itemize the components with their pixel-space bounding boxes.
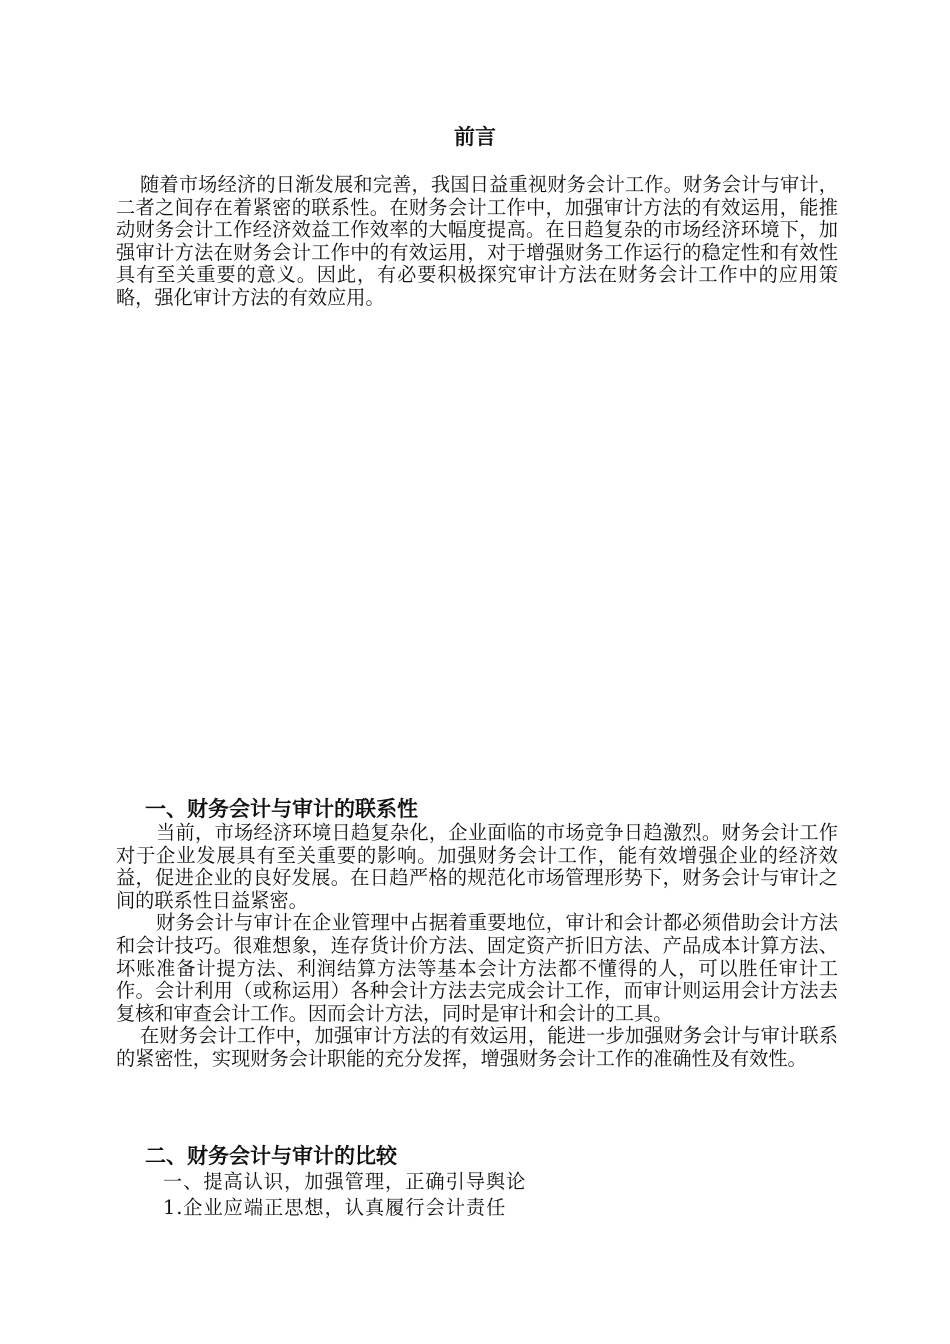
section-1-heading: 一、财务会计与审计的联系性 [145, 797, 418, 821]
preface-paragraph: 随着市场经济的日渐发展和完善，我国日益重视财务会计工作。财务会计与审计，二者之间存在着紧密的联系性。在财务会计工作中，加强审计方法的有效运用，能推动财务会计工作经济效益工作效率的大幅度提高。在日趋复杂的市场经济环境下，加强审计方法在财务会计工作中的有效运用，对于增强财务工作运行的稳定性和有效性具有至关重要的意义。因此，有必要积极探究审计方法在财务会计工作中的应用策略，强化审计方法的有效应用。 [116, 173, 838, 309]
section-1-paragraph: 在财务会计工作中，加强审计方法的有效运用，能进一步加强财务会计与审计联系的紧密性，实现财务会计职能的充分发挥，增强财务会计工作的准确性及有效性。 [116, 1024, 838, 1070]
section-1-paragraph: 财务会计与审计在企业管理中占据着重要地位，审计和会计都必须借助会计方法和会计技巧。很难想象，连存货计价方法、固定资产折旧方法、产品成本计算方法、坏账准备计提方法、利润结算方法等基本会计方法都不懂得的人，可以胜任审计工作。会计利用（或称运用）各种会计方法去完成会计工作，而审计则运用会计方法去复核和审查会计工作。因而会计方法，同时是审计和会计的工具。 [116, 911, 838, 1025]
section-1-paragraph: 当前，市场经济环境日趋复杂化，企业面临的市场竞争日趋激烈。财务会计工作对于企业发展具有至关重要的影响。加强财务会计工作，能有效增强企业的经济效益，促进企业的良好发展。在日趋严格的规范化市场管理形势下，财务会计与审计之间的联系性日益紧密。 [116, 821, 838, 912]
preface-block [116, 174, 838, 310]
section-2-list-item: 1.企业应端正思想，认真履行会计责任 [163, 1196, 507, 1219]
section-1-body [116, 822, 838, 1071]
section-2-heading: 二、财务会计与审计的比较 [145, 1144, 397, 1168]
section-2-subheading: 一、提高认识，加强管理，正确引导舆论 [163, 1170, 527, 1193]
page-title: 前言 [454, 125, 496, 149]
